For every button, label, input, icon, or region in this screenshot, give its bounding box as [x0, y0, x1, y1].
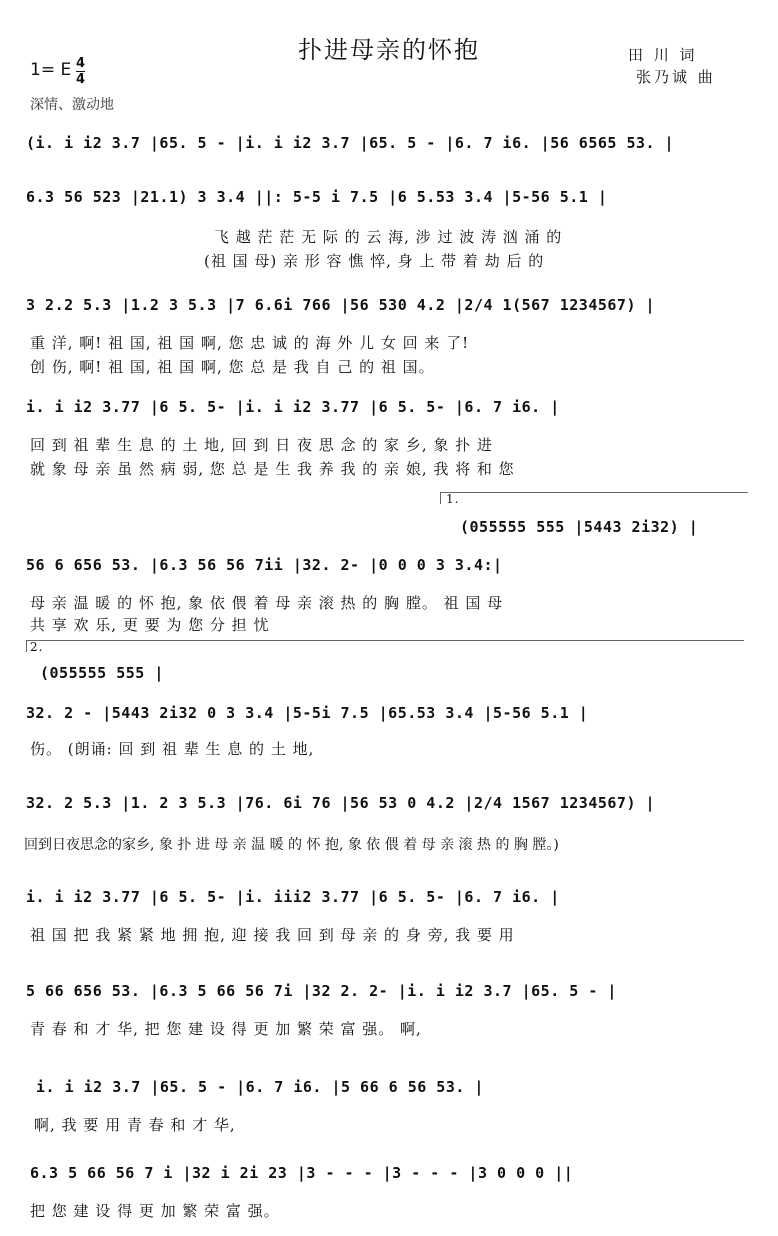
- lyric-verse1-line4: 母 亲 温 暖 的 怀 抱, 象 依 偎 着 母 亲 滚 热 的 胸 膛。 祖 国 母: [30, 594, 504, 612]
- notation-line-10: i. i i2 3.7 |65. 5 - |6. 7 i6. |5 66 6 56 53. |: [36, 1078, 484, 1096]
- notation-line-9: 5 66 656 53. |6.3 5 66 56 7i |32 2. 2- |i. i i2 3.7 |65. 5 - |: [26, 982, 617, 1000]
- lyric-verse1-line3: 回 到 祖 辈 生 息 的 土 地, 回 到 日 夜 思 念 的 家 乡, 象 扑 进: [30, 436, 493, 454]
- notation-line-5-volta1: (055555 555 |5443 2i32) |: [460, 518, 699, 536]
- lyric-verse2-line3: 就 象 母 亲 虽 然 病 弱, 您 总 是 生 我 养 我 的 亲 娘, 我 将 和 您: [30, 460, 515, 478]
- lyric-line-8: 青 春 和 才 华, 把 您 建 设 得 更 加 繁 荣 富 强。 啊,: [30, 1020, 422, 1038]
- volta-2-label: 2.: [30, 640, 44, 654]
- notation-line-4: i. i i2 3.77 |6 5. 5- |i. i i2 3.77 |6 5. 5- |6. 7 i6. |: [26, 398, 560, 416]
- notation-line-8: i. i i2 3.77 |6 5. 5- |i. iii2 3.77 |6 5. 5- |6. 7 i6. |: [26, 888, 560, 906]
- notation-line-1: (i. i i2 3.7 |65. 5 - |i. i i2 3.7 |65. 5 - |6. 7 i6. |56 6565 53. |: [26, 134, 675, 152]
- lyric-line-6-recitation: 回到日夜思念的家乡, 象 扑 进 母 亲 温 暖 的 怀 抱, 象 依 偎 着 母 亲 滚 热 的 胸 膛。): [24, 837, 559, 853]
- expression-mark: 深情、激动地: [30, 97, 114, 113]
- notation-line-6: 32. 2 - |5443 2i32 0 3 3.4 |5-5i 7.5 |65.53 3.4 |5-56 5.1 |: [26, 704, 589, 722]
- lyric-verse1-line2: 重 洋, 啊! 祖 国, 祖 国 啊, 您 忠 诚 的 海 外 儿 女 回 来 了!: [30, 334, 470, 352]
- lyric-verse2-line1: (祖 国 母) 亲 形 容 憔 悴, 身 上 带 着 劫 后 的: [204, 252, 545, 270]
- lyric-line-9: 啊, 我 要 用 青 春 和 才 华,: [34, 1116, 236, 1134]
- time-signature-bottom: 4: [76, 72, 86, 87]
- lyric-verse1-line1: 飞 越 茫 茫 无 际 的 云 海, 涉 过 波 涛 汹 涌 的: [214, 228, 563, 246]
- lyric-line-10: 把 您 建 设 得 更 加 繁 荣 富 强。: [30, 1202, 280, 1220]
- volta-2-bracket: [26, 640, 744, 641]
- lyric-verse2-line2: 创 伤, 啊! 祖 国, 祖 国 啊, 您 总 是 我 自 己 的 祖 国。: [30, 358, 435, 376]
- composer-credit: 张乃诚 曲: [636, 68, 716, 86]
- lyricist-credit: 田 川 词: [628, 46, 698, 64]
- lyric-verse2-line4: 共 享 欢 乐, 更 要 为 您 分 担 忧: [30, 616, 270, 634]
- volta-1-label: 1.: [446, 492, 460, 506]
- lyric-line-5: 伤。 (朗诵: 回 到 祖 辈 生 息 的 土 地,: [30, 740, 315, 758]
- notation-line-5: 56 6 656 53. |6.3 56 56 7ii |32. 2- |0 0 0 3 3.4:|: [26, 556, 503, 574]
- lyric-line-7: 祖 国 把 我 紧 紧 地 拥 抱, 迎 接 我 回 到 母 亲 的 身 旁, 我 要 用: [30, 926, 515, 944]
- time-signature: [76, 56, 85, 87]
- key-signature: 1= E: [30, 60, 72, 80]
- volta-1-bracket-edge: [440, 492, 441, 504]
- notation-line-11: 6.3 5 66 56 7 i |32 i 2i 23 |3 - - - |3 - - - |3 0 0 0 ||: [30, 1164, 574, 1182]
- time-signature-top: 4: [76, 56, 86, 71]
- notation-line-7: 32. 2 5.3 |1. 2 3 5.3 |76. 6i 76 |56 53 0 4.2 |2/4 1567 1234567) |: [26, 794, 656, 812]
- song-title: 扑进母亲的怀抱: [298, 36, 480, 64]
- notation-line-6-volta2: (055555 555 |: [40, 664, 164, 682]
- notation-line-3: 3 2.2 5.3 |1.2 3 5.3 |7 6.6i 766 |56 530 4.2 |2/4 1(567 1234567) |: [26, 296, 656, 314]
- volta-2-bracket-edge: [26, 640, 27, 652]
- notation-line-2: 6.3 56 523 |21.1) 3 3.4 ||: 5-5 i 7.5 |6 5.53 3.4 |5-56 5.1 |: [26, 188, 608, 206]
- volta-1-bracket: [440, 492, 748, 493]
